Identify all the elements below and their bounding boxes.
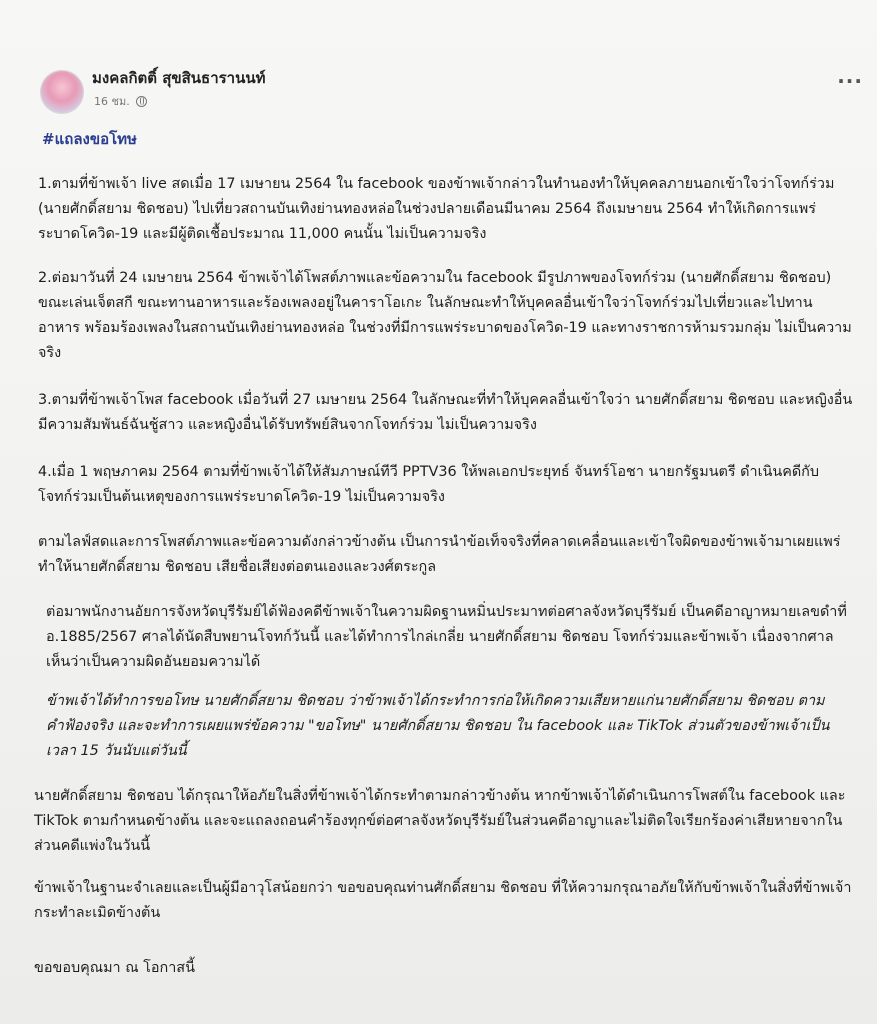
paragraph-9: ข้าพเจ้าในฐานะจำเลยและเป็นผู้มีอาวุโสน้อยกว่า ขอขอบคุณท่านศักดิ์สยาม ชิดชอบ ที่ให้ความกรุณาอภัยให้กับข้าพเจ้าในสิ่งที่ข้าพเจ้ากระทำละเมิดข้างต้น <box>34 880 852 921</box>
more-options-icon[interactable]: ... <box>837 64 863 88</box>
paragraph-7: ข้าพเจ้าได้ทำการขอโทษ นายศักดิ์สยาม ชิดชอบ ว่าข้าพเจ้าได้กระทำการก่อให้เกิดความเสียหายแก่นายศักดิ์สยาม ชิดชอบ ตามคำฟ้องจริง และจะทำการเผยแพร่ข้อความ "ขอโทษ" นายศักดิ์สยาม ชิดชอบ ใน facebook และ TikTok ส่วนตัวของข้าพเจ้าเป็นเวลา 15 วันนับแต่วันนี้ <box>46 693 830 759</box>
author-avatar[interactable] <box>40 70 84 114</box>
paragraph-8: นายศักดิ์สยาม ชิดชอบ ได้กรุณาให้อภัยในสิ่งที่ข้าพเจ้าได้กระทำตามกล่าวข้างต้น หากข้าพเจ้าได้ดำเนินการโพสต์ใน facebook และ TikTok ตามกำหนดข้างต้น และจะแถลงถอนคำร้องทุกข์ต่อศาลจังหวัดบุรีรัมย์ในส่วนคดีอาญาและไม่ติดใจเรียกร้องค่าเสียหายจากในส่วนคดีแพ่งในวันนี้ <box>34 788 846 854</box>
paragraph-4: 4.เมื่อ 1 พฤษภาคม 2564 ตามที่ข้าพเจ้าได้ให้สัมภาษณ์ทีวี PPTV36 ให้พลเอกประยุทธ์ จันทร์โอชา นายกรัฐมนตรี ดำเนินคดีกับโจทก์ร่วมเป็นต้นเหตุของการแพร่ระบาดโควิด-19 ไม่เป็นความจริง <box>38 464 820 505</box>
post-meta <box>94 92 147 110</box>
paragraph-5: ตามไลฟ์สดและการโพสต์ภาพและข้อความดังกล่าวข้างต้น เป็นการนำข้อเท็จจริงที่คลาดเคลื่อนและเข้าใจผิดของข้าพเจ้ามาเผยแพร่ทำให้นายศักดิ์สยาม ชิดชอบ เสียชื่อเสียงต่อตนเองและวงศ์ตระกูล <box>38 534 841 575</box>
closing-line: ขอขอบคุณมา ณ โอกาสนี้ <box>34 960 195 976</box>
paragraph-1: 1.ตามที่ข้าพเจ้า live สดเมื่อ 17 เมษายน 2564 ใน facebook ของข้าพเจ้ากล่าวในทำนองทำให้บุคคลภายนอกเข้าใจว่าโจทก์ร่วม (นายศักดิ์สยาม ชิดชอบ) ไปเที่ยวสถานบันเทิงย่านทองหล่อในช่วงปลายเดือนมีนาคม 2564 ถึงเมษายน 2564 ทำให้เกิดการแพร่ระบาดโควิด-19 และมีผู้ติดเชื้อประมาณ 11,000 คนนั้น ไม่เป็นความจริง <box>38 176 835 242</box>
paragraph-6: ต่อมาพนักงานอัยการจังหวัดบุรีรัมย์ได้ฟ้องคดีข้าพเจ้าในความผิดฐานหมิ่นประมาทต่อศาลจังหวัดบุรีรัมย์ เป็นคดีอาญาหมายเลขดำที่ อ.1885/2567 ศาลได้นัดสืบพยานโจทก์วันนี้ และได้ทำการไกล่เกลี่ย นายศักดิ์สยาม ชิดชอบ โจทก์ร่วมและข้าพเจ้า เนื่องจากศาลเห็นว่าเป็นความผิดอันยอมความได้ <box>46 604 847 670</box>
hashtag-link[interactable]: #แถลงขอโทษ <box>42 130 137 148</box>
globe-icon <box>136 96 147 107</box>
author-name[interactable]: มงคลกิตติ์ สุขสินธารานนท์ <box>92 69 266 87</box>
paragraph-3: 3.ตามที่ข้าพเจ้าโพส facebook เมื่อวันที่ 27 เมษายน 2564 ในลักษณะที่ทำให้บุคคลอื่นเข้าใจว่า นายศักดิ์สยาม ชิดชอบ และหญิงอื่น มีความสัมพันธ์ฉันชู้สาว และหญิงอื่นได้รับทรัพย์สินจากโจทก์ร่วม ไม่เป็นความจริง <box>38 392 853 433</box>
post-time[interactable]: 16 ชม. <box>94 95 130 108</box>
paragraph-2: 2.ต่อมาวันที่ 24 เมษายน 2564 ข้าพเจ้าได้โพสต์ภาพและข้อความใน facebook มีรูปภาพของโจทก์ร่วม (นายศักดิ์สยาม ชิดชอบ) ขณะเล่นเจ็ตสกี ขณะทานอาหารและร้องเพลงอยู่ในคาราโอเกะ ในลักษณะทำให้บุคคลอื่นเข้าใจว่าโจทก์ร่วมไปเที่ยวและไปทานอาหาร พร้อมร้องเพลงในสถานบันเทิงย่านทองหล่อ ในช่วงที่มีการแพร่ระบาดของโควิด-19 และทางราชการห้ามรวมกลุ่ม ไม่เป็นความจริง <box>38 270 852 361</box>
